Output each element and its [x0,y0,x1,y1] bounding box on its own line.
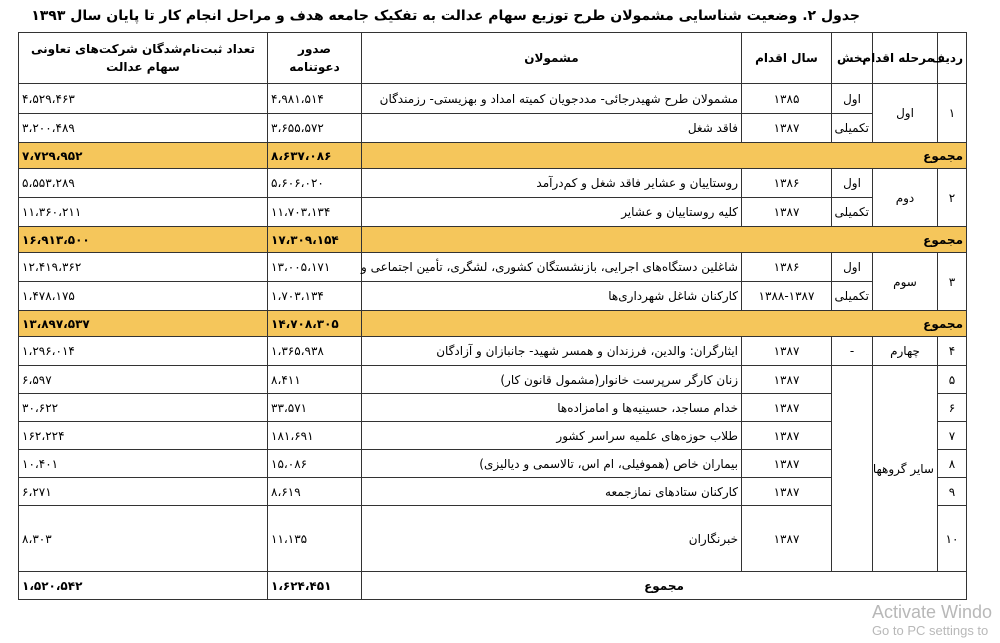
registered-cell: ۱۶۲،۲۲۴ [19,422,268,450]
sum-invites: ۸،۶۳۷،۰۸۶ [268,143,362,169]
stage-label: سایر گروهها [873,366,938,572]
grand-total-label: مجموع [362,572,967,600]
group-cell: ایثارگران: والدین، فرزندان و همسر شهید- جانبازان و آزادگان [362,337,742,366]
year-cell: ۱۳۸۷ [742,422,832,450]
row-number: ۲ [938,169,967,227]
row-number: ۶ [938,394,967,422]
registered-cell: ۵،۵۵۳،۲۸۹ [19,169,268,198]
year-cell: ۱۳۸۷ [742,394,832,422]
watermark-line-1: Activate Windo [871,602,992,622]
group-cell: شاغلین دستگاه‌های اجرایی، بازنشستگان کشوری، لشگری، تأمین اجتماعی و [362,253,742,282]
grand-total-row [19,572,967,600]
row-number: ۹ [938,478,967,506]
year-cell: ۱۳۸۷ [742,337,832,366]
sum-row [19,143,967,169]
stage-label: دوم [873,169,938,227]
invites-cell: ۱۸۱،۶۹۱ [268,422,362,450]
watermark-line-2: Go to PC settings to [871,623,989,638]
table-row [19,114,967,143]
header-row [19,33,967,84]
sum-registered: ۷،۷۲۹،۹۵۲ [19,143,268,169]
group-cell: مشمولان طرح شهیدرجائی- مددجویان کمیته امداد و بهزیستی- رزمندگان [362,84,742,114]
registered-cell: ۱۱،۳۶۰،۲۱۱ [19,198,268,227]
group-cell: کارکنان ستادهای نمازجمعه [362,478,742,506]
registered-cell: ۱،۲۹۶،۰۱۴ [19,337,268,366]
invites-cell: ۱،۷۰۳،۱۳۴ [268,282,362,311]
header-registered: تعداد ثبت‌نام‌شدگان شرکت‌های تعاونی سهام عدالت [19,33,268,84]
table-row [19,366,967,394]
activation-watermark [872,601,992,639]
registered-cell: ۱۰،۴۰۱ [19,450,268,478]
section-label: اول [832,84,873,114]
group-cell: خدام مساجد، حسینیه‌ها و امامزاده‌ها [362,394,742,422]
section-label: تکمیلی [832,198,873,227]
sum-registered: ۱۶،۹۱۳،۵۰۰ [19,227,268,253]
section-label: - [832,337,873,366]
row-number: ۸ [938,450,967,478]
sum-invites: ۱۷،۳۰۹،۱۵۴ [268,227,362,253]
header-invites: صدور دعوتنامه [268,33,362,84]
year-cell: ۱۳۸۸-۱۳۸۷ [742,282,832,311]
registered-cell: ۳،۲۰۰،۴۸۹ [19,114,268,143]
year-cell: ۱۳۸۷ [742,114,832,143]
shares-table [18,32,967,600]
year-cell: ۱۳۸۵ [742,84,832,114]
invites-cell: ۸،۶۱۹ [268,478,362,506]
table-row [19,84,967,114]
sum-invites: ۱۴،۷۰۸،۳۰۵ [268,311,362,337]
section-cell-empty [832,366,873,572]
sum-label: مجموع [362,311,967,337]
section-label: تکمیلی [832,282,873,311]
invites-cell: ۴،۹۸۱،۵۱۴ [268,84,362,114]
year-cell: ۱۳۸۶ [742,253,832,282]
row-number: ۳ [938,253,967,311]
grand-total-registered: ۱،۵۲۰،۵۴۲ [19,572,268,600]
registered-cell: ۳۰،۶۲۲ [19,394,268,422]
registered-cell: ۶،۵۹۷ [19,366,268,394]
year-cell: ۱۳۸۷ [742,198,832,227]
table-row [19,198,967,227]
year-cell: ۱۳۸۷ [742,506,832,572]
group-cell: کلیه روستاییان و عشایر [362,198,742,227]
invites-cell: ۳،۶۵۵،۵۷۲ [268,114,362,143]
group-cell: روستاییان و عشایر فاقد شغل و کم‌درآمد [362,169,742,198]
stage-label: سوم [873,253,938,311]
group-cell: زنان کارگر سرپرست خانوار(مشمول قانون کار) [362,366,742,394]
section-label: اول [832,169,873,198]
row-number: ۵ [938,366,967,394]
year-cell: ۱۳۸۷ [742,366,832,394]
section-label: اول [832,253,873,282]
group-cell: بیماران خاص (هموفیلی، ام اس، تالاسمی و دیالیزی) [362,450,742,478]
table-row [19,478,967,506]
invites-cell: ۱،۳۶۵،۹۳۸ [268,337,362,366]
stage-label: اول [873,84,938,143]
row-number: ۴ [938,337,967,366]
registered-cell: ۶،۲۷۱ [19,478,268,506]
table-row [19,337,967,366]
sum-row [19,227,967,253]
table-row [19,506,967,572]
header-group: مشمولان [362,33,742,84]
invites-cell: ۱۳،۰۰۵،۱۷۱ [268,253,362,282]
table-row [19,394,967,422]
section-label: تکمیلی [832,114,873,143]
year-cell: ۱۳۸۷ [742,450,832,478]
group-cell: فاقد شغل [362,114,742,143]
registered-cell: ۴،۵۲۹،۴۶۳ [19,84,268,114]
table-row [19,253,967,282]
invites-cell: ۱۱،۱۳۵ [268,506,362,572]
row-number: ۱ [938,84,967,143]
group-cell: خبرنگاران [362,506,742,572]
invites-cell: ۵،۶۰۶،۰۲۰ [268,169,362,198]
table-row [19,282,967,311]
registered-cell: ۱،۴۷۸،۱۷۵ [19,282,268,311]
invites-cell: ۳۳،۵۷۱ [268,394,362,422]
group-cell: کارکنان شاغل شهرداری‌ها [362,282,742,311]
invites-cell: ۸،۴۱۱ [268,366,362,394]
table-row [19,422,967,450]
row-number: ۷ [938,422,967,450]
sum-registered: ۱۳،۸۹۷،۵۳۷ [19,311,268,337]
header-row-number: ردیف [938,33,967,84]
table-row [19,169,967,198]
header-section: بخش [832,33,873,84]
invites-cell: ۱۱،۷۰۳،۱۳۴ [268,198,362,227]
table-row [19,450,967,478]
sum-row [19,311,967,337]
sum-label: مجموع [362,143,967,169]
header-year: سال اقدام [742,33,832,84]
year-cell: ۱۳۸۷ [742,478,832,506]
header-stage: مرحله اقدام [873,33,938,84]
stage-label: چهارم [873,337,938,366]
group-cell: طلاب حوزه‌های علمیه سراسر کشور [362,422,742,450]
table-title: جدول ۲. وضعیت شناسایی مشمولان طرح توزیع سهام عدالت به تفکیک جامعه هدف و مراحل انجام کار تا پایان سال ۱۳۹۳ [31,8,860,24]
sum-label: مجموع [362,227,967,253]
year-cell: ۱۳۸۶ [742,169,832,198]
registered-cell: ۸،۳۰۳ [19,506,268,572]
registered-cell: ۱۲،۴۱۹،۳۶۲ [19,253,268,282]
grand-total-invites: ۱،۶۲۴،۴۵۱ [268,572,362,600]
row-number: ۱۰ [938,506,967,572]
invites-cell: ۱۵،۰۸۶ [268,450,362,478]
